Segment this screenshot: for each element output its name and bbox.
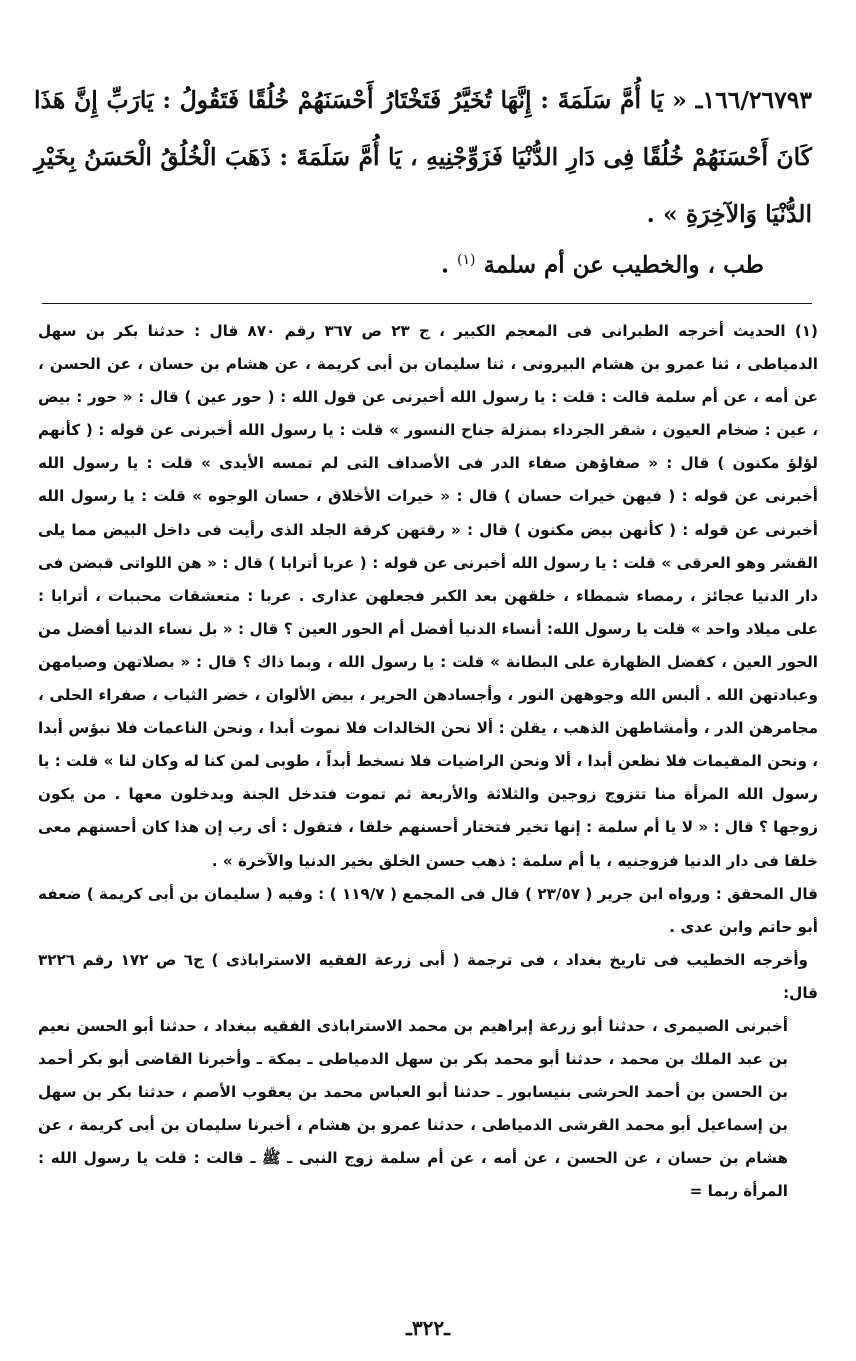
hadith-text-block [34,72,812,243]
footnote-paragraph: أخبرنى الصيمرى ، حدثنا أبو زرعة إبراهيم بن محمد الاستراباذى الفقيه ببغداد ، حدثنا أبو الحسن نعيم بن عبد الملك بن محمد ، حدثنا أبو محمد بكر بن سهل الدمياطى ـ بمكة ـ وأخبرنا القاضى أبو بكر أحمد بن الحسن بن أحمد الحرشى بنيسابور ـ حدثنا أبو العباس محمد بن يعقوب الأصم ، حدثنا بكر بن سهل بن إسماعيل أبو محمد القرشى الدمياطى ، حدثنا عمرو بن هشام ، أخبرنا سليمان بن أبى كريمة ، عن هشام بن حسان ، عن الحسن ، عن أمه ، عن أم سلمة زوج النبى ـ ﷺ ـ قالت : قلت يا رسول الله : المرأة ربما = [38,1016,788,1201]
hadith-source-line [104,240,764,286]
footnote-block [38,315,818,1209]
footnote-paragraph: (١) الحديث أخرجه الطبرانى فى المعجم الكبير ، ج ٢٣ ص ٣٦٧ رقم ٨٧٠ قال : حدثنا بكر بن سهل الدمياطى ، ثنا عمرو بن هشام البيرونى ، ثنا سليمان بن أبى كريمة ، عن هشام بن حسان ، عن الحسن ، عن أمه ، عن أم سلمة قالت : قلت : يا رسول الله أخبرنى عن قول الله : ( حور عين ) قال : « حور : بيض ، عين : ضخام العيون ، شقر الجرداء بمنزلة جناح النسور » قلت : يا رسول الله أخبرنى عن قوله : ( كأنهم لؤلؤ مكنون ) قال : « صفاؤهن صفاء الدر فى الأصداف التى لم تمسه الأيدى » قلت : يا رسول الله أخبرنى عن قوله : ( فيهن خيرات حسان ) قال : « خيرات الأخلاق ، حسان الوجوه » قلت : يا رسول الله أخبرنى عن قوله : ( كأنهن بيض مكنون ) قال : « رقتهن كرقة الجلد الذى رأيت فى داخل البيض مما يلى القشر وهو العرقى » قلت : يا رسول الله أخبرنى عن قوله : ( عربا أترابا ) قال : « هن اللواتى قبضن فى دار الدنيا عجائز ، رمصاء شمطاء ، خلقهن بعد الكبر فجعلهن عذارى . عربا : متعشقات محببات ، أترابا : على ميلاد واحد » قلت يا رسول الله: أنساء الدنيا أفضل أم الحور العين ؟ قال : « بل نساء الدنيا أفضل من الحور العين ، كفضل الظهارة على البطانة » قلت : يا رسول الله ، وبما ذاك ؟ قال : « بصلاتهن وصيامهن وعبادتهن الله . ألبس الله وجوههن النور ، وأجسادهن الحرير ، بيض الألوان ، خضر الثياب ، صفراء الحلى ، مجامرهن الدر ، وأمشاطهن الذهب ، يقلن : ألا نحن الخالدات فلا نموت أبدا ، ونحن الناعمات فلا نبؤس أبدا ، ونحن المقيمات فلا نظعن أبدا ، ألا ونحن الراضيات فلا نسخط أبداً ، طوبى لمن كنا له وكان لنا » قلت : يا رسول الله المرأة منا تتزوج زوجين والثلاثة والأربعة ثم تموت فتدخل الجنة ويدخلون معها . من يكون زوجها ؟ قال : « لا يا أم سلمة : إنها تخير فتختار أحسنهم خلقا ، فتقول : أى رب إن هذا كان أحسنهم معى خلقا فى دار الدنيا فزوجنيه ، يا أم سلمة : ذهب حسن الخلق بخير الدنيا والآخرة » . [38,322,818,870]
source-end: . [441,251,450,279]
footnote-paragraph: قال المحقق : ورواه ابن جرير ( ٢٣/٥٧ ) قال فى المجمع ( ١١٩/٧ ) : وفيه ( سليمان بن أبى كريمة ) ضعفه أبو حاتم وابن عدى . [38,884,818,936]
page-number: ـ٣٢٢ـ [406,1316,450,1340]
hadith-number: ١٦٦/٢٦٧٩٣ـ [695,86,813,114]
footnote-separator [42,303,812,304]
source-text: طب ، والخطيب عن أم سلمة [483,251,764,279]
footnote-reference[interactable]: (١) [457,252,476,268]
footnote-paragraph: وأخرجه الخطيب فى تاريخ بغداد ، فى ترجمة ( أبى زرعة الفقيه الاستراباذى ) ج٦ ص ١٧٢ رقم ٣٢٢٦ قال: [38,950,818,1002]
hadith-matn: « يَا أُمَّ سَلَمَةَ : إِنَّهَا تُخَيَّرُ فَتَخْتَارُ أَحْسَنَهُمْ خُلُقًا فَتَقُولُ : يَارَبِّ إِنَّ هَذَا كَانَ أَحْسَنَهُمْ خُلُقًا فِى دَارِ الدُّنْيَا فَزَوِّجْنِيهِ ، يَا أُمَّ سَلَمَةَ : ذَهَبَ الْخُلُقُ الْحَسَنُ بِخَيْرِ الدُّنْيَا وَالآخِرَةِ » . [34,86,812,228]
